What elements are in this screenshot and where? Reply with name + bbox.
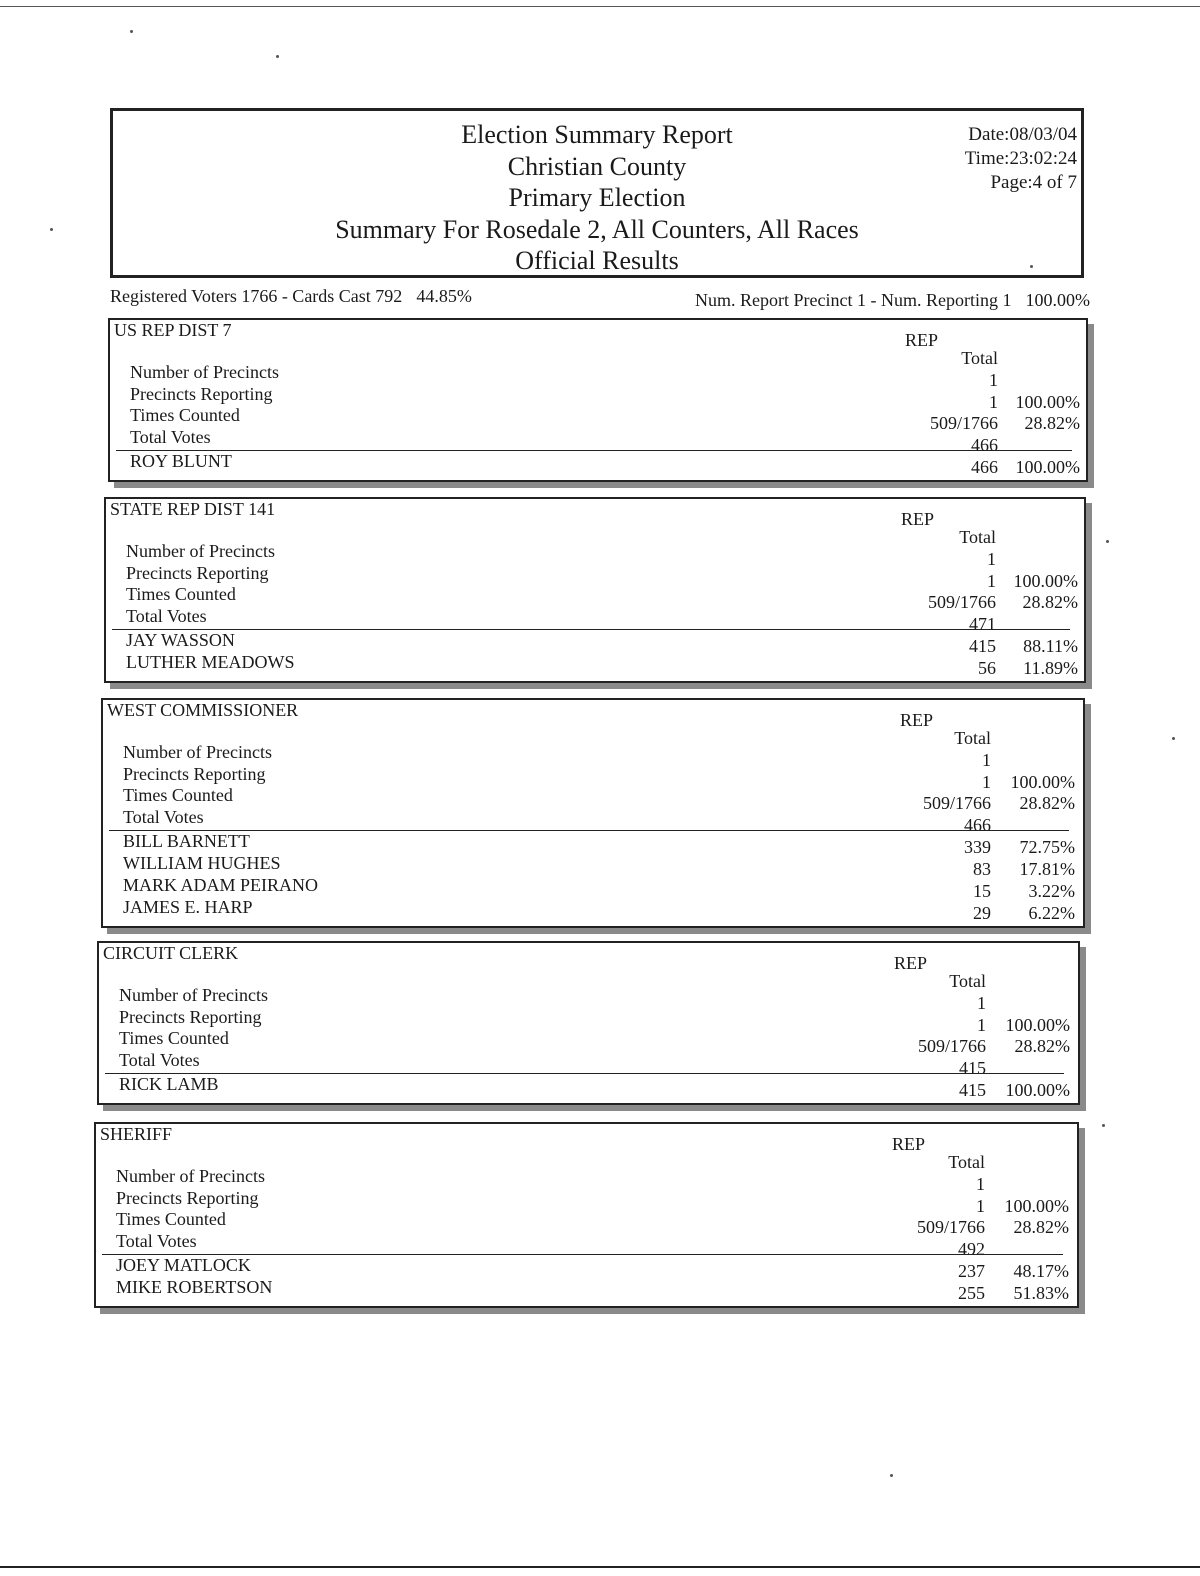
candidate-name: LUTHER MEADOWS [126,652,295,672]
scan-speck [276,55,279,58]
party-label: REP [900,710,934,730]
candidate-vote-count: 466 [971,457,998,477]
stat-pct [1016,435,1081,457]
candidate-vote-count: 15 [973,881,991,901]
precinct-reporting-line [695,290,1090,311]
stat-value: 509/1766 [929,413,998,433]
stat-label: Precincts Reporting [126,562,269,583]
total-column-header: Total [948,1152,985,1172]
candidate-percentages [1020,836,1076,924]
stat-pct [1006,993,1071,1015]
report-meta [965,123,1077,195]
stat-value: 1 [982,750,991,770]
candidate-pct: 100.00% [1005,1080,1070,1100]
stat-values [930,370,998,456]
candidate-pct: 51.83% [1013,1283,1069,1303]
candidate-pct: 6.22% [1028,903,1075,923]
stat-value: 1 [989,391,998,412]
race-title: SHERIFF [100,1124,173,1144]
stat-pct: 100.00% [1010,771,1075,792]
party-label: REP [905,330,939,350]
race-box [94,1122,1079,1308]
stat-label: Number of Precincts [119,985,268,1005]
stat-value: 509/1766 [927,592,996,612]
stat-pct [1014,549,1079,571]
stat-labels [126,541,275,627]
candidate-percentages [1023,635,1078,679]
party-label: REP [901,509,935,529]
candidate-pct: 88.11% [1023,636,1078,656]
stat-value: 1 [977,1014,986,1035]
candidate-vote-count: 237 [958,1261,985,1281]
stat-value: 1 [989,370,998,390]
candidate-names [119,1073,219,1095]
stat-values [923,750,991,836]
registered-voters-line [110,286,472,307]
candidate-pct: 48.17% [1013,1261,1069,1281]
stat-labels [116,1166,265,1252]
candidate-name: ROY BLUNT [130,451,232,471]
stat-pct: 100.00% [1005,1014,1070,1035]
stat-labels [119,985,268,1071]
stat-label: Number of Precincts [123,742,272,762]
report-title: Election Summary Report [461,120,733,149]
stat-percentages [1005,1174,1070,1260]
candidate-pct: 3.22% [1028,881,1075,901]
registered-voters-text: Registered Voters 1766 - Cards Cast 792 [110,286,403,306]
candidate-divider [105,1073,1064,1074]
summary-scope: Summary For Rosedale 2, All Counters, All Races [335,214,859,244]
results-status: Official Results [515,246,679,275]
stat-label: Precincts Reporting [116,1187,259,1208]
stat-value: 1 [976,1195,985,1216]
county-name: Christian County [507,151,687,181]
stat-value: 1 [987,549,996,569]
stat-value: 509/1766 [917,1036,986,1056]
candidate-name: JAMES E. HARP [123,897,253,917]
stat-labels [130,362,279,448]
stat-pct [1006,1058,1071,1080]
stat-pct [1014,614,1079,636]
race-title: WEST COMMISSIONER [107,700,299,720]
candidate-vote-count: 255 [958,1283,985,1303]
party-label: REP [894,953,928,973]
candidate-vote-count: 415 [969,636,996,656]
candidate-name: WILLIAM HUGHES [123,853,281,873]
stat-label: Precincts Reporting [130,383,273,404]
candidate-names [130,450,232,472]
scan-speck [890,1474,893,1477]
candidate-vote-count: 83 [973,859,991,879]
stat-percentages [1011,750,1076,836]
stat-pct: 100.00% [1013,570,1078,591]
stat-label: Total Votes [123,806,204,827]
stat-values [928,549,996,635]
stat-value: 466 [971,434,998,455]
candidate-pct: 11.89% [1023,658,1078,678]
total-column-header: Total [961,348,998,368]
stat-pct: 28.82% [1014,1036,1070,1056]
stat-value: 509/1766 [922,793,991,813]
stat-pct [1016,370,1081,392]
scan-speck [1106,540,1109,543]
candidate-vote-count: 56 [978,658,996,678]
turnout-pct: 44.85% [416,286,472,306]
scan-speck [50,228,53,231]
party-label: REP [892,1134,926,1154]
stat-pct [1005,1239,1070,1261]
stat-label: Times Counted [123,785,233,805]
candidate-vote-count: 29 [973,903,991,923]
race-box [104,497,1086,683]
candidate-votes [969,635,996,679]
candidate-vote-count: 415 [959,1080,986,1100]
stat-value: 466 [964,814,991,835]
scan-speck [130,30,133,33]
candidate-name: MIKE ROBERTSON [116,1277,273,1297]
stat-value: 471 [969,613,996,634]
race-title: CIRCUIT CLERK [103,943,239,963]
precinct-reporting-text: Num. Report Precinct 1 - Num. Reporting 1 [695,290,1012,310]
stat-pct: 28.82% [1024,413,1080,433]
scan-speck [1172,737,1175,740]
stat-percentages [1006,993,1071,1079]
stat-label: Number of Precincts [126,541,275,561]
stat-pct [1011,750,1076,772]
stat-value: 492 [958,1238,985,1259]
stat-value: 1 [987,570,996,591]
stat-value: 509/1766 [916,1217,985,1237]
stat-pct: 28.82% [1019,793,1075,813]
total-column-header: Total [959,527,996,547]
race-title: US REP DIST 7 [114,320,232,340]
candidate-name: JOEY MATLOCK [116,1255,251,1275]
stat-values [918,993,986,1079]
stat-label: Total Votes [119,1049,200,1070]
stat-pct [1011,815,1076,837]
candidate-name: JAY WASSON [126,630,235,650]
candidate-pct: 17.81% [1019,859,1075,879]
stat-value: 1 [982,771,991,792]
stat-pct: 28.82% [1013,1217,1069,1237]
candidate-name: MARK ADAM PEIRANO [123,875,319,895]
report-date: Date:08/03/04 [968,124,1077,145]
stat-value: 1 [977,993,986,1013]
page-top-rule [0,6,1200,7]
report-time: Time:23:02:24 [964,148,1077,169]
race-box [108,318,1088,482]
candidate-votes [959,1079,986,1101]
report-title-block [113,119,1081,277]
stat-pct: 100.00% [1004,1195,1069,1216]
stat-label: Precincts Reporting [123,763,266,784]
candidate-pct: 100.00% [1015,457,1080,477]
stat-label: Number of Precincts [116,1166,265,1186]
stat-label: Times Counted [119,1028,229,1048]
candidate-names [116,1254,272,1298]
scan-speck [1030,265,1033,268]
race-box [97,941,1080,1105]
stat-pct [1005,1174,1070,1196]
precinct-reporting-pct: 100.00% [1025,290,1090,310]
stat-pct: 100.00% [1015,391,1080,412]
report-page: Page:4 of 7 [990,172,1077,193]
stat-percentages [1016,370,1081,456]
stat-percentages [1014,549,1079,635]
stat-value: 415 [959,1057,986,1078]
stat-label: Times Counted [116,1209,226,1229]
candidate-name: RICK LAMB [119,1074,219,1094]
report-header [110,108,1084,278]
stat-value: 1 [976,1174,985,1194]
candidate-votes [958,1260,985,1304]
race-title: STATE REP DIST 141 [110,499,276,519]
stat-pct: 28.82% [1022,592,1078,612]
stat-label: Number of Precincts [130,362,279,382]
page-bottom-rule [0,1566,1200,1568]
candidate-names [123,830,318,918]
stat-labels [123,742,272,828]
total-column-header: Total [954,728,991,748]
stat-values [917,1174,985,1260]
stat-label: Total Votes [126,605,207,626]
scan-speck [1102,1124,1105,1127]
election-name: Primary Election [508,183,686,212]
stat-label: Times Counted [126,584,236,604]
candidate-names [126,629,295,673]
candidate-votes [971,456,998,478]
race-box [101,698,1085,928]
candidate-pct: 72.75% [1019,837,1075,857]
stat-label: Total Votes [130,426,211,447]
candidate-percentages [1016,456,1081,478]
candidate-divider [116,450,1072,451]
candidate-percentages [1006,1079,1071,1101]
total-column-header: Total [949,971,986,991]
stat-label: Total Votes [116,1230,197,1251]
candidate-name: BILL BARNETT [123,831,250,851]
stat-label: Precincts Reporting [119,1006,262,1027]
candidate-percentages [1014,1260,1070,1304]
candidate-votes [964,836,991,924]
candidate-vote-count: 339 [964,837,991,857]
stat-label: Times Counted [130,405,240,425]
